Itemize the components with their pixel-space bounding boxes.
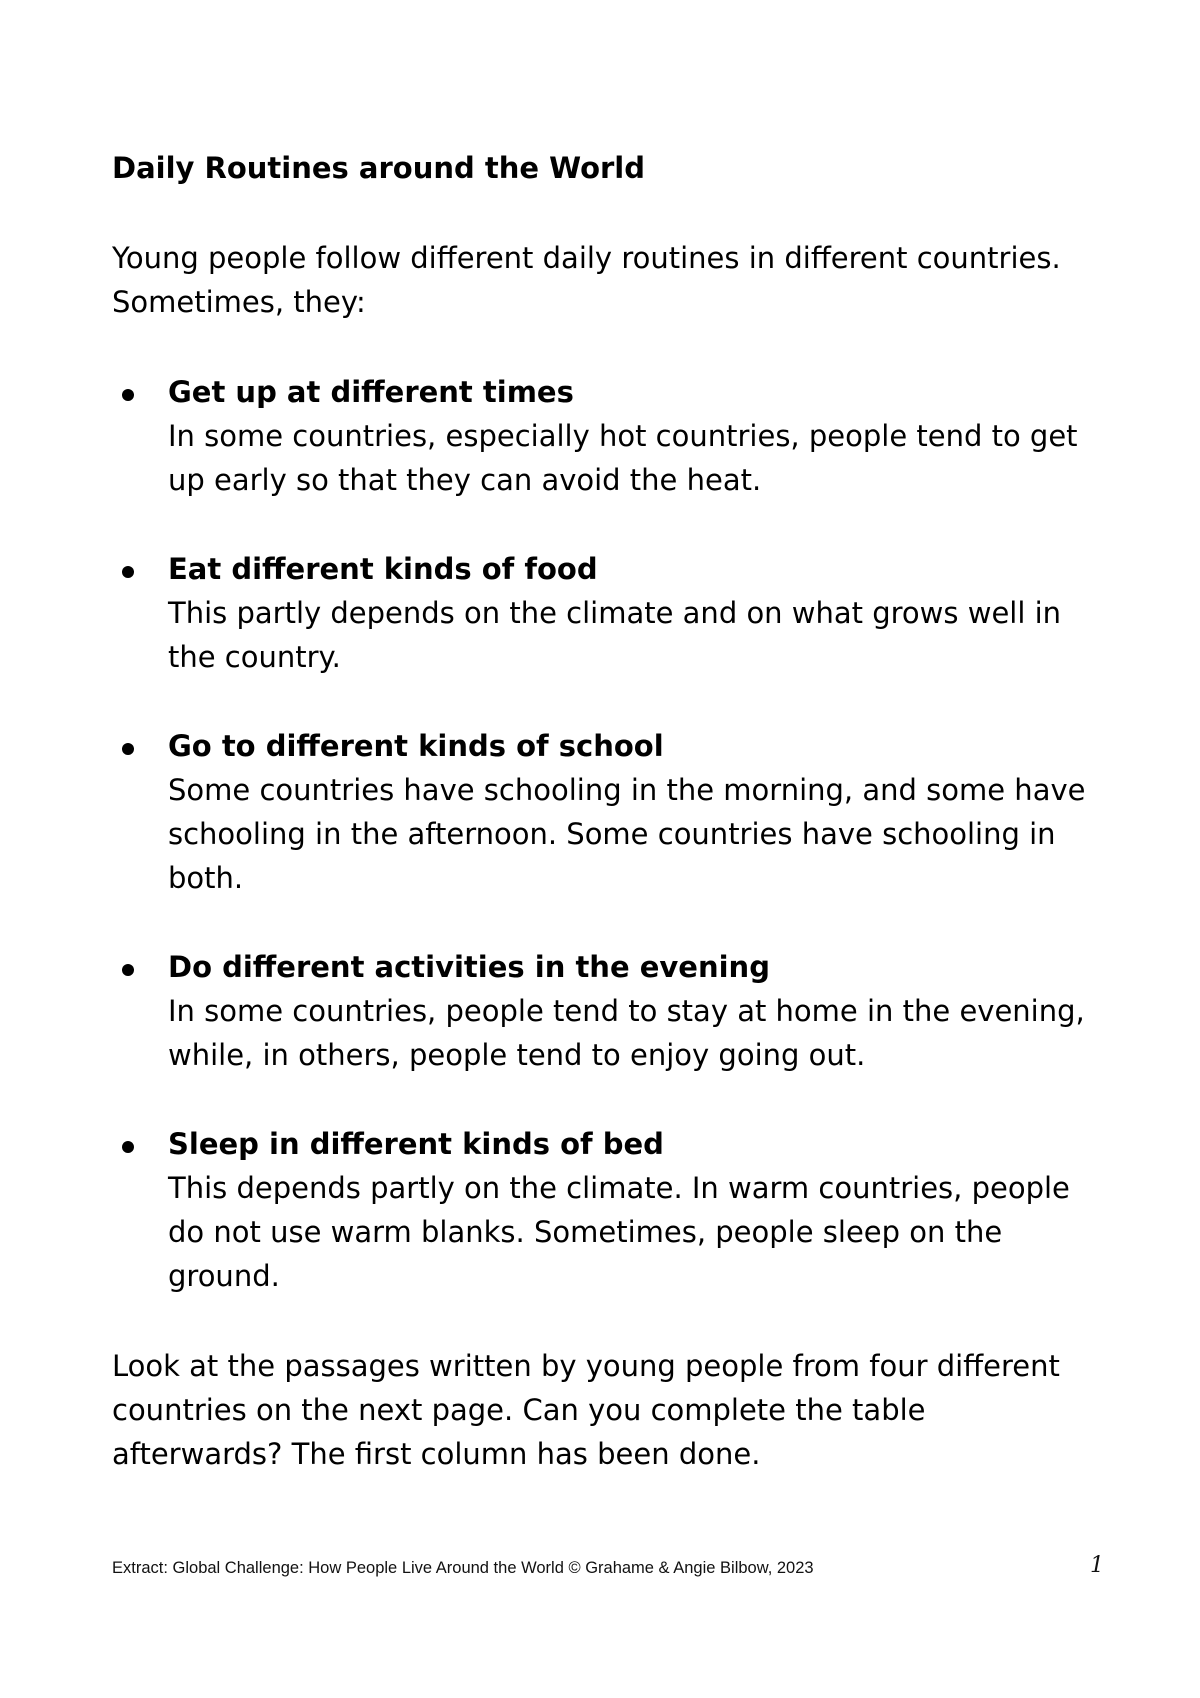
routine-item-sleep [112, 1122, 1122, 1298]
routine-item-school [112, 724, 1122, 900]
routine-description [168, 768, 1122, 900]
footer-credit: Extract: Global Challenge: How People Live Around the World © Grahame & Angie Bilbow, 2023 [112, 1559, 814, 1577]
routine-description-line: Some countries have schooling in the morning, and some have [168, 773, 1086, 807]
routine-heading: Do different activities in the evening [168, 950, 770, 984]
routine-item-get-up [112, 370, 1122, 502]
routine-description [168, 414, 1122, 502]
routine-description [168, 989, 1122, 1077]
routine-description-line: ground. [168, 1259, 280, 1293]
intro-line: Sometimes, they: [112, 285, 366, 319]
routine-description-line: the country. [168, 640, 341, 674]
bullet-icon [122, 964, 134, 976]
routine-description-line: do not use warm blanks. Sometimes, people sleep on the [168, 1215, 1003, 1249]
routine-heading: Eat different kinds of food [168, 552, 598, 586]
routine-description-line: This depends partly on the climate. In warm countries, people [168, 1171, 1070, 1205]
closing-line: countries on the next page. Can you complete the table [112, 1393, 926, 1427]
routine-description-line: This partly depends on the climate and on what grows well in [168, 596, 1062, 630]
routine-description-line: schooling in the afternoon. Some countries have schooling in [168, 817, 1056, 851]
routine-list [112, 370, 1122, 1298]
routine-item-evening [112, 945, 1122, 1077]
intro-line: Young people follow different daily routines in different countries. [112, 241, 1061, 275]
intro-paragraph [112, 236, 1112, 324]
routine-description-line: while, in others, people tend to enjoy going out. [168, 1038, 866, 1072]
routine-description-line: In some countries, especially hot countries, people tend to get [168, 419, 1078, 453]
routine-description [168, 1166, 1122, 1298]
routine-heading: Sleep in different kinds of bed [168, 1127, 664, 1161]
routine-item-food [112, 547, 1122, 679]
page-title: Daily Routines around the World [112, 151, 645, 185]
page-number: 1 [1090, 1553, 1104, 1578]
closing-paragraph [112, 1344, 1112, 1476]
bullet-icon [122, 566, 134, 578]
routine-description-line: up early so that they can avoid the heat. [168, 463, 762, 497]
page-footer [112, 1555, 1104, 1581]
bullet-icon [122, 1141, 134, 1153]
routine-description-line: In some countries, people tend to stay at home in the evening, [168, 994, 1085, 1028]
bullet-icon [122, 389, 134, 401]
closing-line: Look at the passages written by young people from four different [112, 1349, 1060, 1383]
routine-description [168, 591, 1122, 679]
bullet-icon [122, 743, 134, 755]
routine-heading: Get up at different times [168, 375, 574, 409]
routine-heading: Go to different kinds of school [168, 729, 664, 763]
closing-line: afterwards? The first column has been done. [112, 1437, 761, 1471]
routine-description-line: both. [168, 861, 244, 895]
